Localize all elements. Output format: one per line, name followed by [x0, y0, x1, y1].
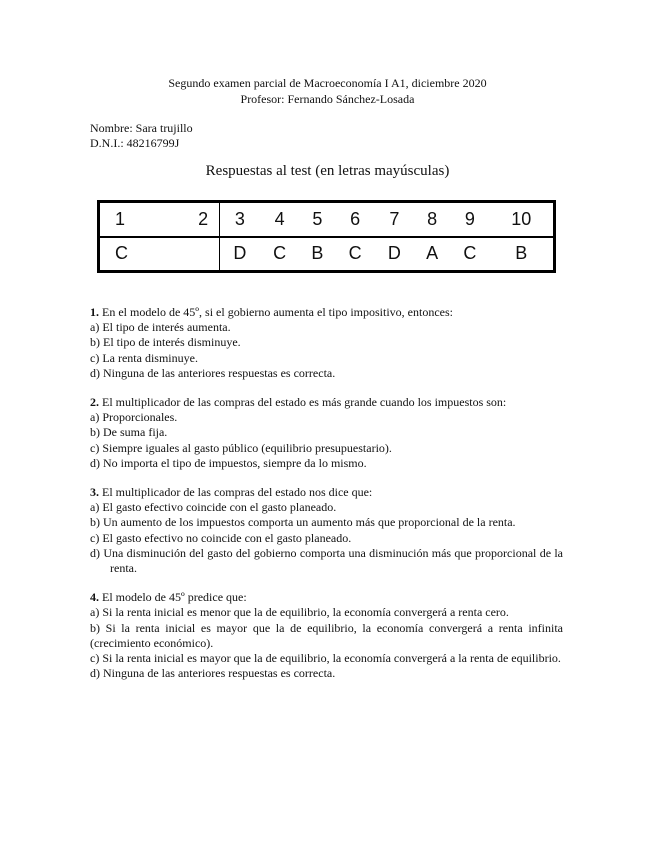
answer-cell[interactable] [188, 237, 220, 272]
answer-cell[interactable]: B [515, 243, 528, 264]
question-number: 1. [90, 305, 99, 319]
answer-cell[interactable]: C [115, 243, 128, 264]
answer-cell[interactable]: B [311, 243, 324, 264]
option-b: b) El tipo de interés disminuye. [90, 335, 241, 350]
question-3 [90, 485, 563, 576]
question-text: El multiplicador de las compras del estado nos dice que: [102, 485, 373, 500]
question-4 [90, 590, 563, 681]
option-c: c) El gasto efectivo no coincide con el gasto planeado. [90, 530, 352, 545]
question-number-cell: 1 [99, 202, 188, 237]
questions-section [90, 305, 563, 695]
exam-header [0, 75, 655, 107]
question-text: El modelo de 45º predice que: [102, 590, 247, 605]
answer-cell[interactable]: C [463, 243, 477, 264]
question-stem [90, 485, 563, 500]
option-a: a) El tipo de interés aumenta. [90, 320, 231, 335]
question-number-cell: 5 [299, 202, 335, 237]
option-d: d) Ninguna de las anteriores respuestas es correcta. [90, 666, 336, 681]
question-number-cell: 6 [336, 202, 375, 237]
option-b: b) Un aumento de los impuestos comporta un aumento más que proporcional de la renta. [90, 515, 516, 530]
question-text: En el modelo de 45º, si el gobierno aumenta el tipo impositivo, entonces: [102, 305, 453, 319]
question-number: 3. [90, 485, 99, 500]
question-number: 4. [90, 590, 99, 605]
student-info [90, 121, 193, 151]
question-2 [90, 395, 563, 471]
question-stem [90, 395, 563, 410]
answers-letter-row [99, 237, 555, 272]
question-number-cell: 9 [450, 202, 489, 237]
option-c: c) Si la renta inicial es mayor que la de equilibrio, la economía convergerá a la renta de equilibrio. [90, 651, 561, 666]
answer-cell[interactable]: D [387, 243, 401, 264]
question-stem [90, 590, 563, 605]
question-number-cell: 2 [188, 202, 220, 237]
option-a: a) El gasto efectivo coincide con el gasto planeado. [90, 500, 337, 515]
option-a: a) Si la renta inicial es menor que la de equilibrio, la economía convergerá a renta cero. [90, 605, 509, 620]
question-number-cell: 8 [414, 202, 450, 237]
question-number-cell: 3 [219, 202, 260, 237]
option-b: b) Si la renta inicial es mayor que la de equilibrio, la economía convergerá a renta infinita (crecimiento económico). [90, 620, 563, 650]
option-c: c) Siempre iguales al gasto público (equilibrio presupuestario). [90, 440, 392, 455]
answers-table [97, 200, 556, 273]
student-name: Nombre: Sara trujillo [90, 121, 193, 135]
option-b: b) De suma fija. [90, 425, 168, 440]
question-number: 2. [90, 395, 99, 410]
option-d: d) Ninguna de las anteriores respuestas es correcta. [90, 365, 336, 380]
student-dni: D.N.I.: 48216799J [90, 136, 180, 150]
option-c: c) La renta disminuye. [90, 350, 198, 365]
answer-cell[interactable]: C [273, 243, 287, 264]
answer-cell[interactable]: A [426, 243, 439, 264]
answer-cell[interactable]: D [233, 243, 247, 264]
answer-cell[interactable]: C [348, 243, 362, 264]
answers-title: Respuestas al test (en letras mayúsculas) [205, 163, 450, 179]
question-number-cell: 7 [375, 202, 414, 237]
question-number-cell: 10 [489, 202, 554, 237]
question-text: El multiplicador de las compras del estado es más grande cuando los impuestos son: [102, 395, 507, 410]
option-d: d) Una disminución del gasto del gobierno comporta una disminución más que proporcional de la renta. [90, 545, 563, 576]
question-number-cell: 4 [260, 202, 299, 237]
answers-number-row [99, 202, 555, 237]
option-a: a) Proporcionales. [90, 410, 178, 425]
professor-line: Profesor: Fernando Sánchez-Losada [240, 92, 415, 106]
question-stem [90, 305, 563, 320]
exam-title: Segundo examen parcial de Macroeconomía I A1, diciembre 2020 [168, 76, 487, 90]
question-1 [90, 305, 563, 381]
option-d: d) No importa el tipo de impuestos, siempre da lo mismo. [90, 455, 367, 470]
